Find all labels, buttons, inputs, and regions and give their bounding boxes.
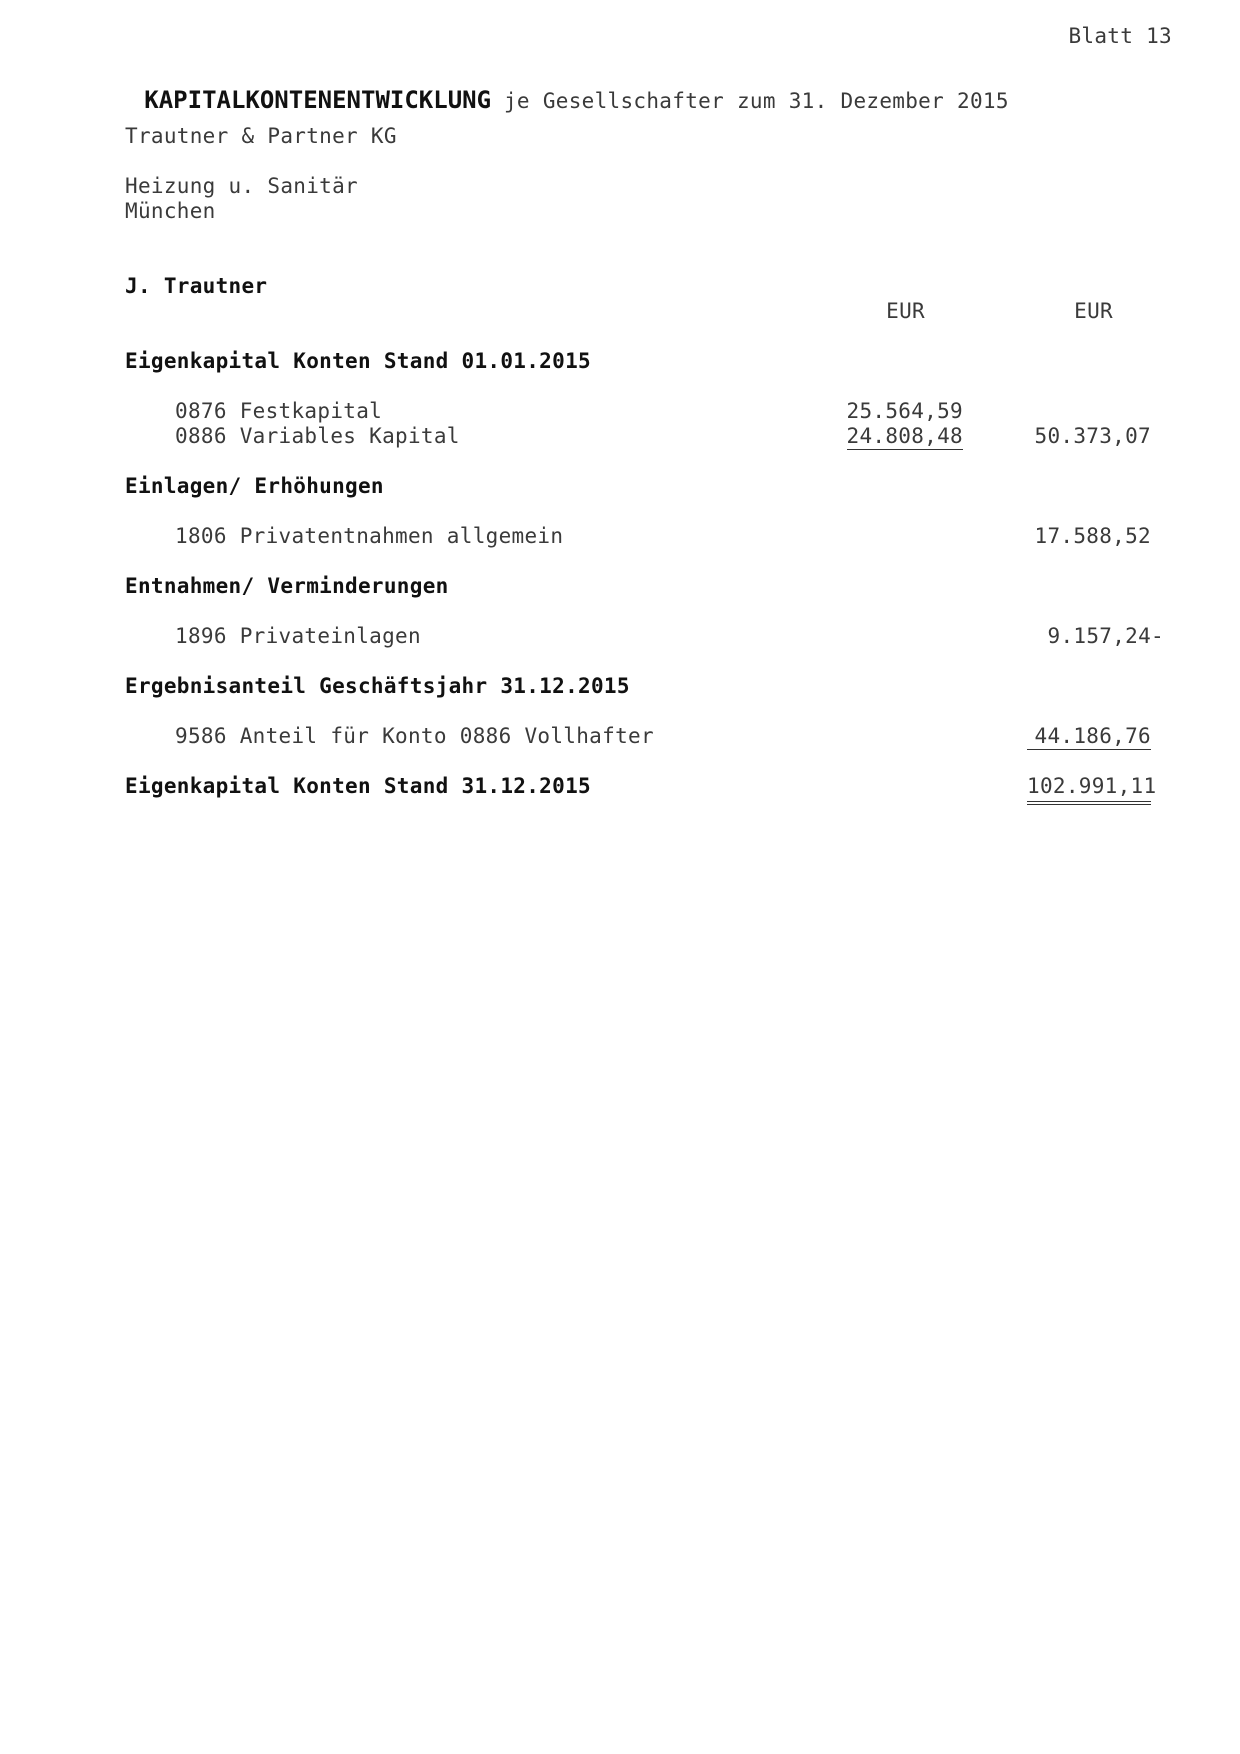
title-main: KAPITALKONTENENTWICKLUNG xyxy=(144,86,492,114)
row-amount-col2: 50.373,07 xyxy=(1034,424,1151,448)
page-number: Blatt 13 xyxy=(1068,24,1172,48)
row-label: 1896 Privateinlagen xyxy=(175,624,421,648)
row-amount-col2: 17.588,52 xyxy=(1034,524,1151,548)
row-amount-col1: 25.564,59 xyxy=(846,399,963,423)
currency-header-col2: EUR xyxy=(1074,299,1113,323)
company-name: Trautner & Partner KG xyxy=(125,124,397,148)
company-address-line1: Heizung u. Sanitär xyxy=(125,174,358,198)
section-heading-opening: Eigenkapital Konten Stand 01.01.2015 xyxy=(125,349,591,373)
currency-header-col1: EUR xyxy=(886,299,925,323)
company-address-line2: München xyxy=(125,199,216,223)
row-label: 0876 Festkapital xyxy=(175,399,383,423)
partner-name: J. Trautner xyxy=(125,274,268,298)
row-label: 9586 Anteil für Konto 0886 Vollhafter xyxy=(175,724,654,748)
closing-total-amount: 102.991,11 xyxy=(1027,776,1151,805)
document-title xyxy=(125,72,1009,112)
row-label: 0886 Variables Kapital xyxy=(175,424,460,448)
row-label: 1806 Privatentnahmen allgemein xyxy=(175,524,564,548)
row-amount-col2: 44.186,76 xyxy=(1027,726,1151,750)
title-subtitle: je Gesellschafter zum 31. Dezember 2015 xyxy=(491,89,1009,113)
section-heading-contributions: Einlagen/ Erhöhungen xyxy=(125,474,384,498)
section-heading-result: Ergebnisanteil Geschäftsjahr 31.12.2015 xyxy=(125,674,630,698)
section-heading-withdrawals: Entnahmen/ Verminderungen xyxy=(125,574,449,598)
row-amount-col1: 24.808,48 xyxy=(846,424,963,448)
row-amount-col2: 9.157,24- xyxy=(1047,624,1164,648)
section-heading-closing: Eigenkapital Konten Stand 31.12.2015 xyxy=(125,774,591,798)
